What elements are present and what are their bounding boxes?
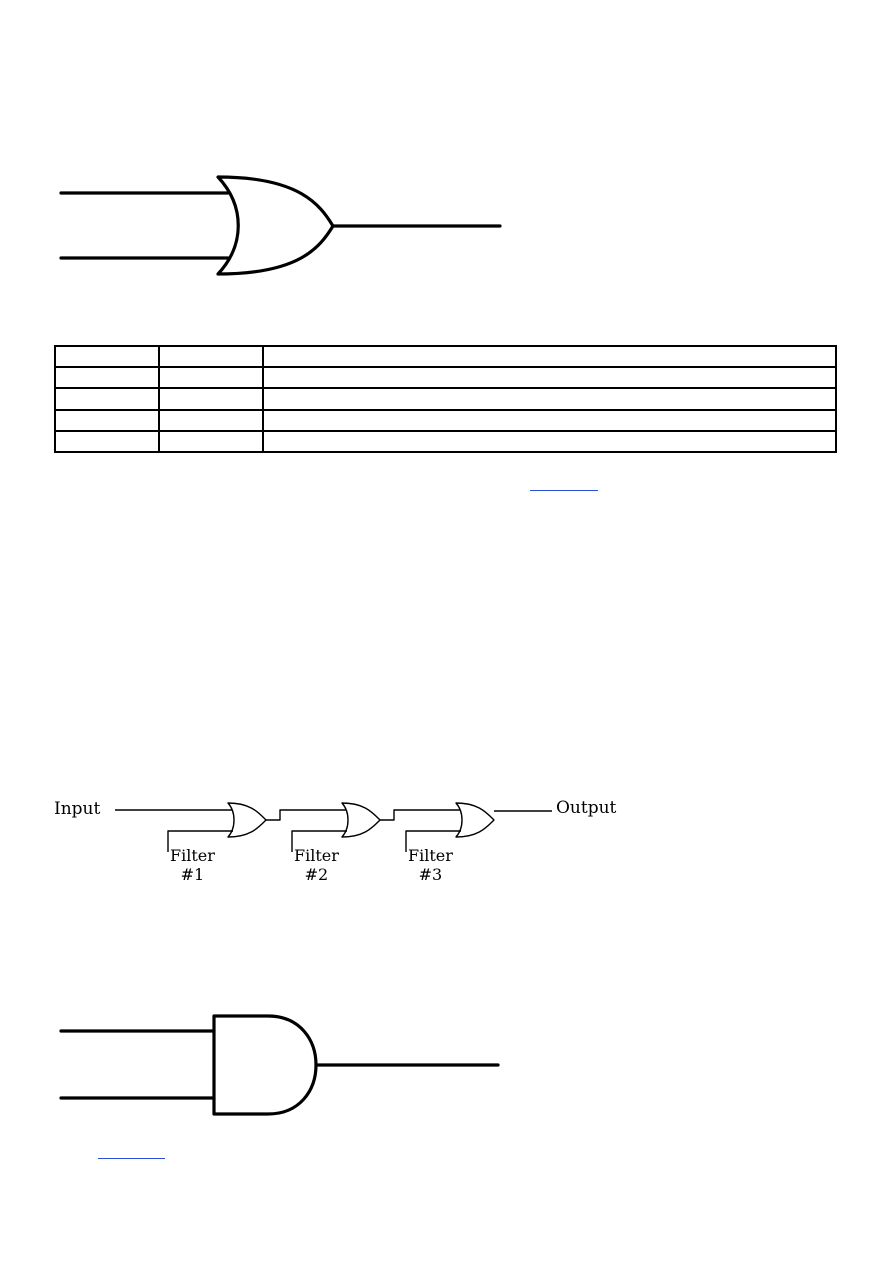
- table-cell: [159, 367, 263, 388]
- table-cell: [263, 367, 836, 388]
- filter-3-name: Filter: [408, 846, 453, 865]
- table-row: [55, 367, 836, 388]
- truth-table: [54, 345, 837, 453]
- chain-wire-1-2: [266, 810, 346, 820]
- table-row: [55, 346, 836, 367]
- table-cell: [159, 388, 263, 409]
- and-gate-body: [214, 1016, 316, 1114]
- output-label: Output: [556, 798, 617, 818]
- table-cell: [159, 410, 263, 431]
- table-row: [55, 388, 836, 409]
- filter-1-number: #1: [180, 865, 205, 884]
- table-row: [55, 431, 836, 452]
- table-cell: [55, 367, 159, 388]
- table-cell: [159, 346, 263, 367]
- chain-output-stub: [494, 811, 500, 820]
- table-cell: [263, 410, 836, 431]
- filter-2-number: #2: [304, 865, 329, 884]
- filter-1-name: Filter: [170, 846, 215, 865]
- filter-2-label: [294, 846, 339, 884]
- chain-or-gate-1: [228, 803, 266, 837]
- chain-or-gate-3: [456, 803, 494, 837]
- table-cell: [55, 388, 159, 409]
- table-cell: [55, 431, 159, 452]
- table-cell: [263, 388, 836, 409]
- and-gate-diagram: [0, 1010, 520, 1120]
- filter-1-label: [170, 846, 215, 884]
- or-gate-body: [218, 177, 333, 274]
- filter-3-label: [408, 846, 453, 884]
- link-underline[interactable]: [530, 490, 598, 491]
- chain-wire-2-3: [380, 810, 460, 820]
- table-cell: [263, 431, 836, 452]
- table-cell: [263, 346, 836, 367]
- link-underline[interactable]: [98, 1158, 165, 1159]
- filter-3-number: #3: [418, 865, 443, 884]
- table-row: [55, 410, 836, 431]
- chain-or-gate-2: [342, 803, 380, 837]
- input-label: Input: [54, 799, 101, 819]
- table-cell: [55, 410, 159, 431]
- table-cell: [159, 431, 263, 452]
- or-gate-diagram: [0, 160, 520, 290]
- table-cell: [55, 346, 159, 367]
- filter-2-name: Filter: [294, 846, 339, 865]
